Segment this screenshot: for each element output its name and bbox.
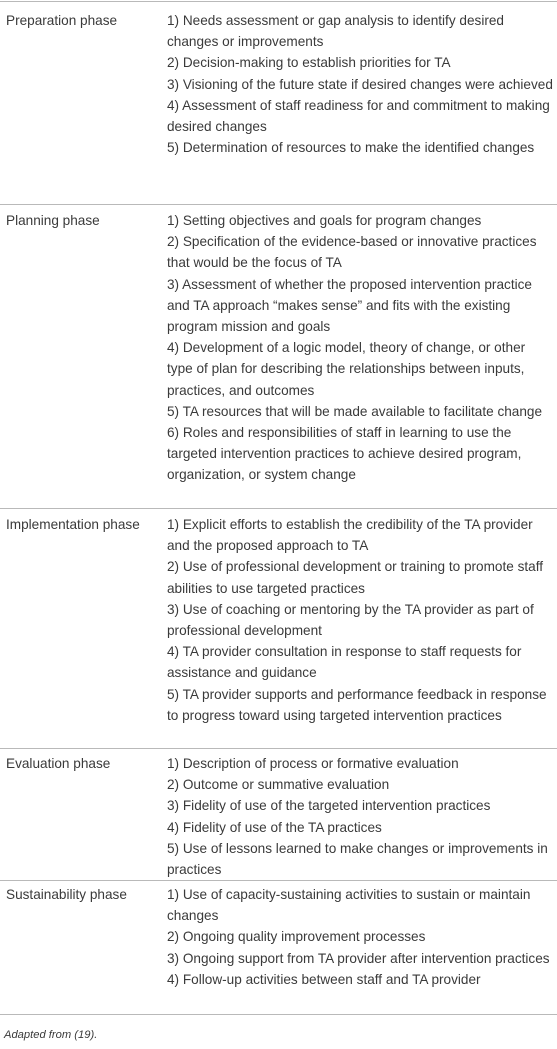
table-top-rule [0,1,557,2]
phase-label: Preparation phase [6,13,118,28]
list-item: 3) Use of coaching or mentoring by the TA provider as part of professional development [167,601,534,639]
list-item: 2) Specification of the evidence-based or innovative practices that would be the focus of TA [167,234,537,271]
list-item: 5) TA resources that will be made available to facilitate change [167,403,543,419]
list-item: 2) Use of professional development or training to promote staff abilities to use targeted practices [167,559,544,596]
list-item: 4) TA provider consultation in response to staff requests for assistance and guidance [167,644,522,681]
footnote-prefix: Adapted from [4,1029,75,1041]
list-item: 4) Fidelity of use of the TA practices [167,819,382,835]
row-divider [0,204,557,205]
list-item: 3) Fidelity of use of the targeted intervention practices [167,798,491,814]
list-item: 6) Roles and responsibilities of staff in learning to use the targeted intervention practices to achieve desired program, organization, or system change [167,425,522,483]
phase-items [167,514,553,726]
row-divider [0,880,557,881]
table-bottom-rule [0,1014,557,1015]
phase-label: Implementation phase [6,517,140,532]
list-item: 4) Follow-up activities between staff and TA provider [167,971,481,987]
list-item: 1) Explicit efforts to establish the credibility of the TA provider and the proposed approach to TA [167,517,533,554]
list-item: 1) Needs assessment or gap analysis to identify desired changes or improvements [167,13,504,50]
list-item: 4) Assessment of staff readiness for and commitment to making desired changes [167,97,550,135]
list-item: 1) Setting objectives and goals for program changes [167,213,482,228]
list-item: 1) Description of process or formative evaluation [167,756,459,771]
row-divider [0,748,557,749]
list-item: 1) Use of capacity-sustaining activities to sustain or maintain changes [167,887,531,924]
list-item: 3) Assessment of whether the proposed intervention practice and TA approach “makes sense” and fits with the existing program mission and goals [167,276,532,335]
list-item: 3) Visioning of the future state if desired changes were achieved [167,76,553,92]
list-item: 5) TA provider supports and performance feedback in response to progress toward using targeted intervention practices [167,686,547,723]
list-item: 2) Outcome or summative evaluation [167,777,390,793]
list-item: 4) Development of a logic model, theory of change, or other type of plan for describing the relationships between inputs, practices, and outcomes [167,340,526,398]
list-item: 5) Determination of resources to make the identified changes [167,140,535,156]
phase-items [167,10,553,158]
phase-label: Planning phase [6,213,100,228]
phase-label: Evaluation phase [6,756,111,771]
list-item: 3) Ongoing support from TA provider after intervention practices [167,950,550,966]
phase-label: Sustainability phase [6,887,127,902]
list-item: 2) Decision-making to establish priorities for TA [167,55,451,71]
footnote-reference-link[interactable]: (19) [74,1029,95,1041]
row-divider [0,508,557,509]
list-item: 2) Ongoing quality improvement processes [167,929,426,945]
table-footnote [4,1029,97,1041]
phase-items [167,884,553,990]
phase-items [167,210,553,486]
list-item: 5) Use of lessons learned to make changes or improvements in practices [167,840,548,878]
footnote-suffix: . [94,1029,98,1041]
phase-items [167,753,553,880]
